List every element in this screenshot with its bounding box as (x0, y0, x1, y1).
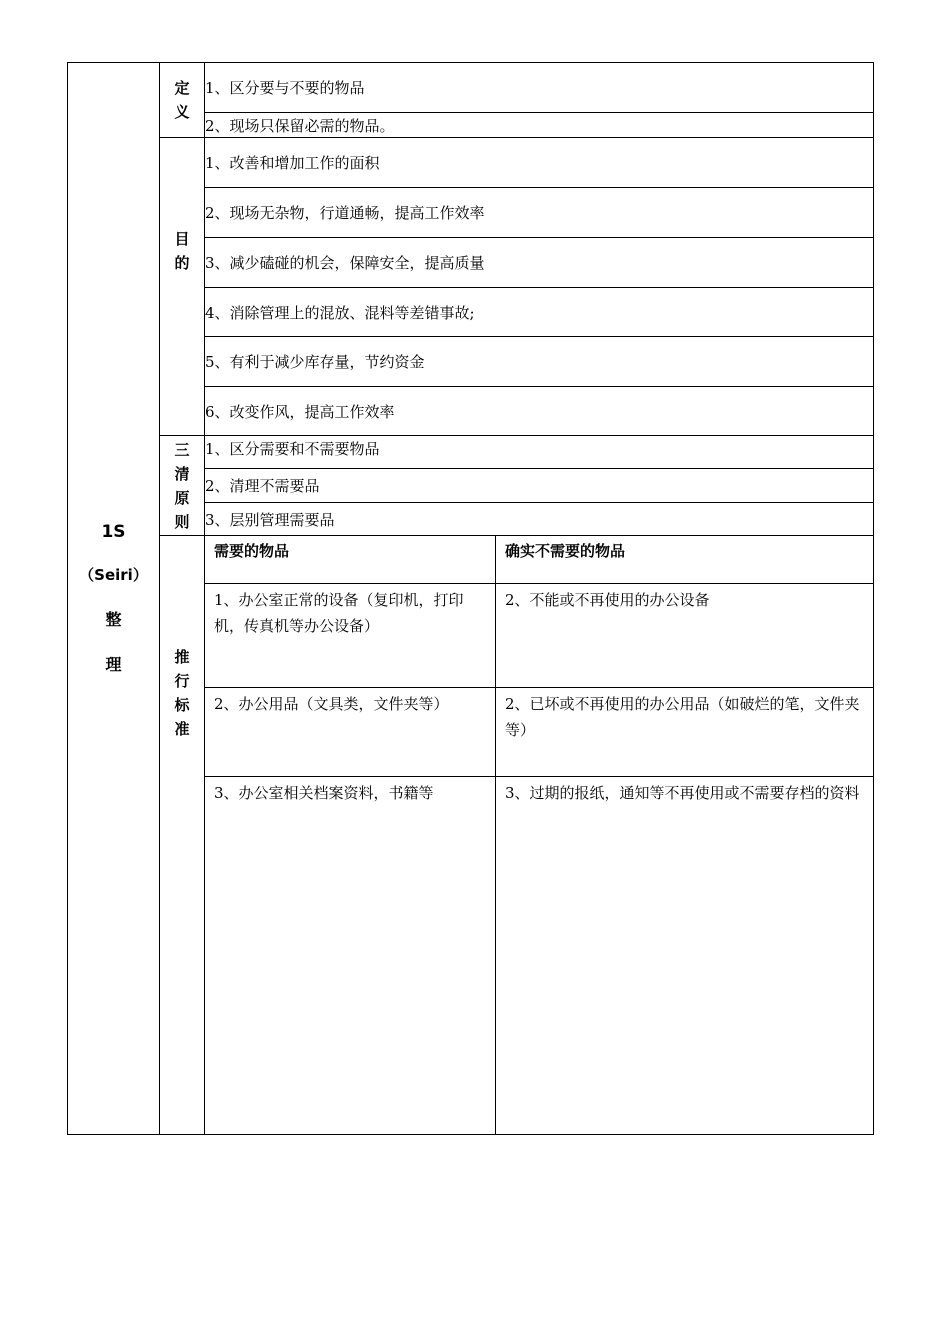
principles-label-char: 清 (174, 464, 190, 483)
purpose-item: 3、减少磕碰的机会，保障安全，提高质量 (205, 238, 874, 288)
purpose-label-char: 目 (174, 229, 190, 248)
principles-item: 1、区分需要和不需要物品 (205, 436, 874, 469)
standards-label-char: 准 (174, 720, 190, 738)
needed-item: 1、办公室正常的设备（复印机，打印机，传真机等办公设备） (205, 584, 496, 688)
principles-label (160, 436, 205, 536)
section-english: （Seiri） (79, 566, 148, 584)
header-unneeded-items: 确实不需要的物品 (496, 536, 874, 584)
section-char-1: 整 (105, 610, 122, 629)
purpose-label-char: 的 (174, 253, 190, 272)
standards-label-char: 行 (174, 672, 190, 690)
definition-item: 1、区分要与不要的物品 (205, 63, 874, 113)
definition-label-char: 义 (174, 103, 190, 121)
purpose-label (160, 138, 205, 436)
principles-item: 2、清理不需要品 (205, 469, 874, 503)
purpose-item: 2、现场无杂物，行道通畅，提高工作效率 (205, 188, 874, 238)
unneeded-item: 2、不能或不再使用的办公设备 (496, 584, 874, 688)
seiri-table (67, 62, 874, 1135)
section-char-2: 理 (105, 655, 122, 674)
standards-label (160, 536, 205, 1135)
definition-label-char: 定 (174, 79, 190, 97)
principles-item: 3、层别管理需要品 (205, 503, 874, 536)
principles-label-char: 则 (174, 512, 190, 531)
purpose-item: 4、消除管理上的混放、混料等差错事故; (205, 288, 874, 337)
principles-label-char: 三 (174, 440, 190, 459)
standards-label-char: 推 (174, 648, 190, 666)
principles-label-char: 原 (174, 488, 190, 507)
unneeded-item: 3、过期的报纸，通知等不再使用或不需要存档的资料 (496, 777, 874, 1135)
section-title-cell (68, 63, 160, 1135)
section-title (68, 522, 159, 675)
definition-item: 2、现场只保留必需的物品。 (205, 113, 874, 138)
needed-item: 3、办公室相关档案资料，书籍等 (205, 777, 496, 1135)
standards-label-char: 标 (174, 696, 190, 714)
header-needed-items: 需要的物品 (205, 536, 496, 584)
purpose-item: 6、改变作风，提高工作效率 (205, 387, 874, 436)
needed-item: 2、办公用品（文具类，文件夹等） (205, 688, 496, 777)
definition-label (160, 63, 205, 138)
purpose-item: 1、改善和增加工作的面积 (205, 138, 874, 188)
purpose-item: 5、有利于减少库存量，节约资金 (205, 337, 874, 387)
unneeded-item: 2、已坏或不再使用的办公用品（如破烂的笔，文件夹等） (496, 688, 874, 777)
section-code: 1S (101, 522, 126, 542)
